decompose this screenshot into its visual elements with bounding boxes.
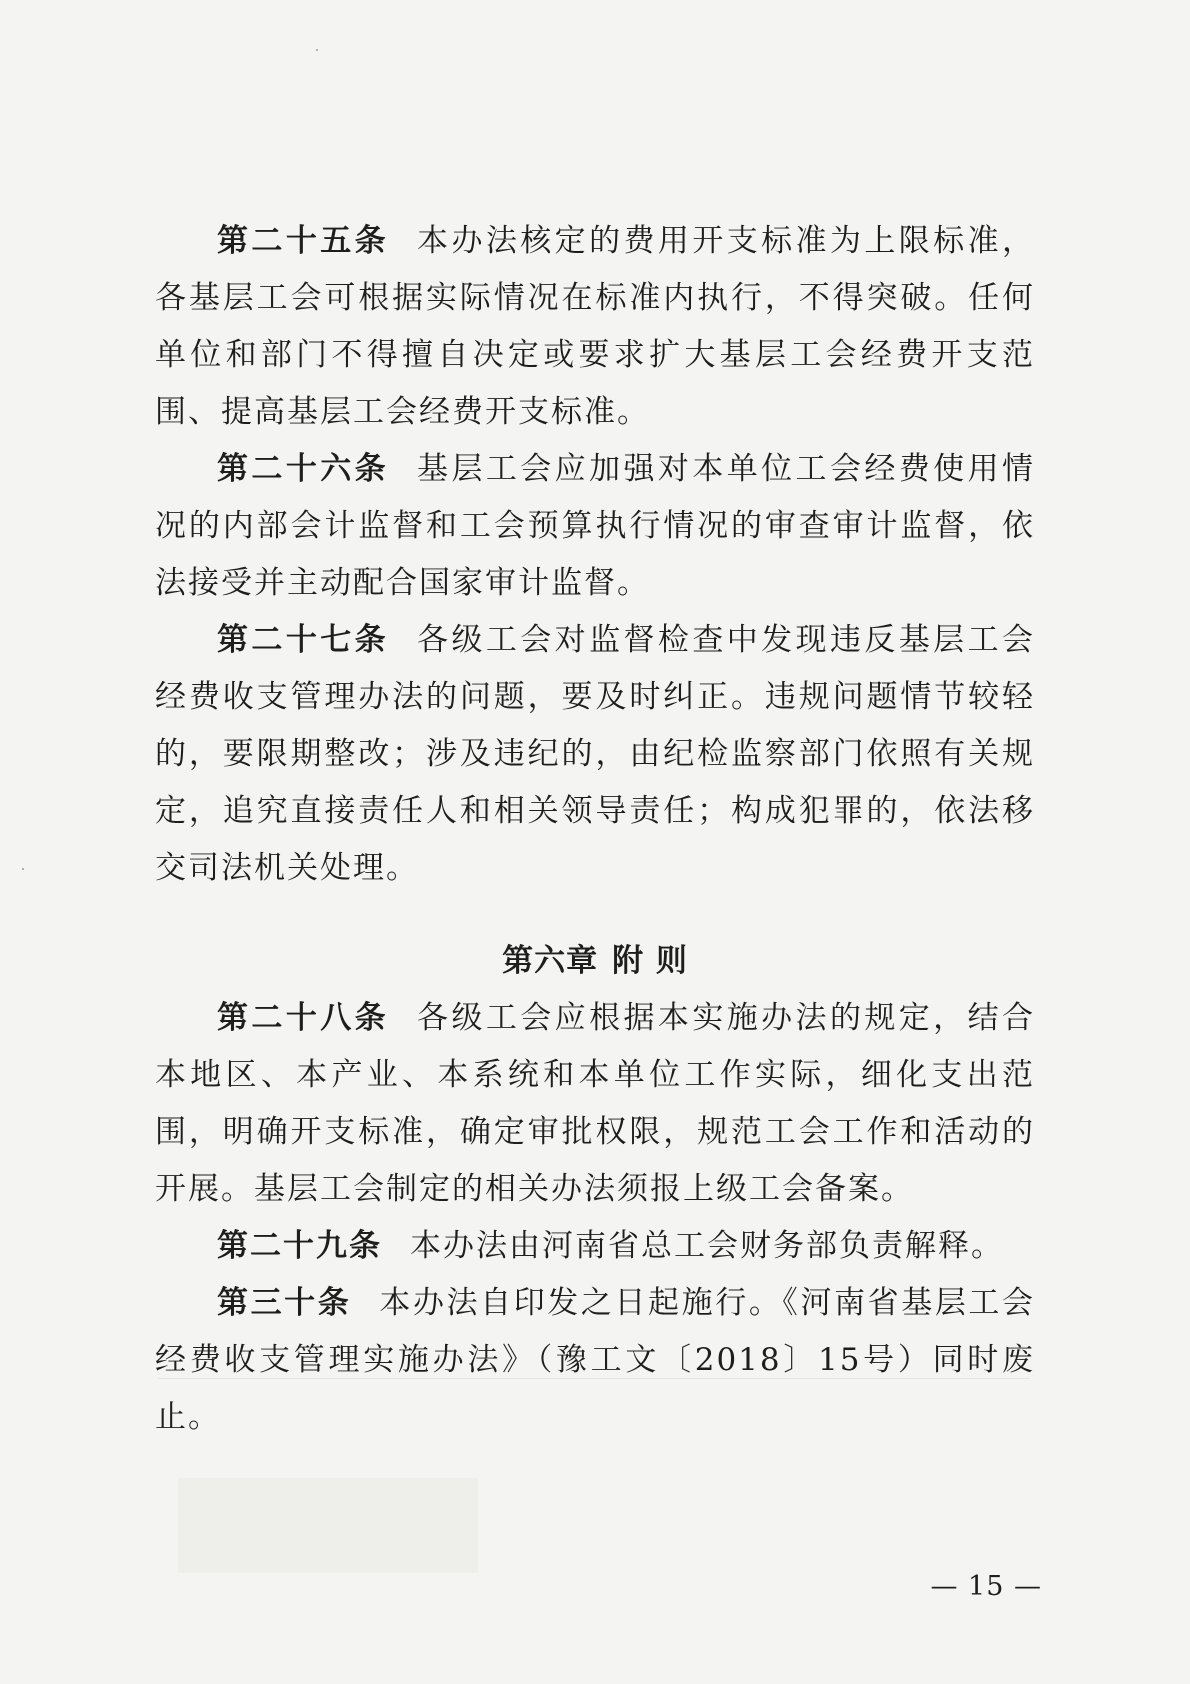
article-25	[155, 213, 1035, 441]
bleed-through-block	[178, 1478, 478, 1573]
article-number: 第二十九条	[217, 1228, 382, 1264]
article-30	[155, 1275, 1035, 1446]
chapter-name: 附 则	[612, 943, 688, 979]
article-text: 各级工会对监督检查中发现违反基层工会经费收支管理办法的问题，要及时纠正。违规问题情节较轻的，要限期整改；涉及违纪的，由纪检监察部门依照有关规定，追究直接责任人和相关领导责任；构成犯罪的，依法移交司法机关处理。	[155, 622, 1035, 886]
article-number: 第二十五条	[217, 223, 390, 259]
article-text: 本办法自印发之日起施行。《河南省基层工会经费收支管理实施办法》（豫工文〔2018〕15号）同时废止。	[155, 1285, 1036, 1435]
article-27	[155, 612, 1035, 897]
article-28	[155, 990, 1035, 1218]
page-number: — 15 —	[930, 1571, 1042, 1602]
article-number: 第二十八条	[217, 1000, 390, 1036]
document-body	[155, 213, 1035, 1446]
bleed-through-rule	[158, 1378, 1030, 1379]
article-text: 本办法核定的费用开支标准为上限标准，各基层工会可根据实际情况在标准内执行，不得突破。任何单位和部门不得擅自决定或要求扩大基层工会经费开支范围、提高基层工会经费开支标准。	[155, 223, 1035, 430]
article-29	[155, 1218, 1035, 1275]
article-text: 本办法由河南省总工会财务部负责解释。	[410, 1228, 1004, 1264]
article-number: 第三十条	[217, 1285, 352, 1321]
article-text: 各级工会应根据本实施办法的规定，结合本地区、本产业、本系统和本单位工作实际，细化支出范围，明确开支标准，确定审批权限，规范工会工作和活动的开展。基层工会制定的相关办法须报上级工会备案。	[155, 1000, 1035, 1207]
article-number: 第二十七条	[217, 622, 390, 658]
chapter-heading	[155, 933, 1035, 990]
article-number: 第二十六条	[217, 451, 390, 487]
scan-speck	[22, 868, 24, 870]
chapter-number: 第六章	[502, 943, 599, 979]
scan-speck	[316, 49, 318, 51]
article-26	[155, 441, 1035, 612]
article-text: 基层工会应加强对本单位工会经费使用情况的内部会计监督和工会预算执行情况的审查审计监督，依法接受并主动配合国家审计监督。	[155, 451, 1035, 601]
